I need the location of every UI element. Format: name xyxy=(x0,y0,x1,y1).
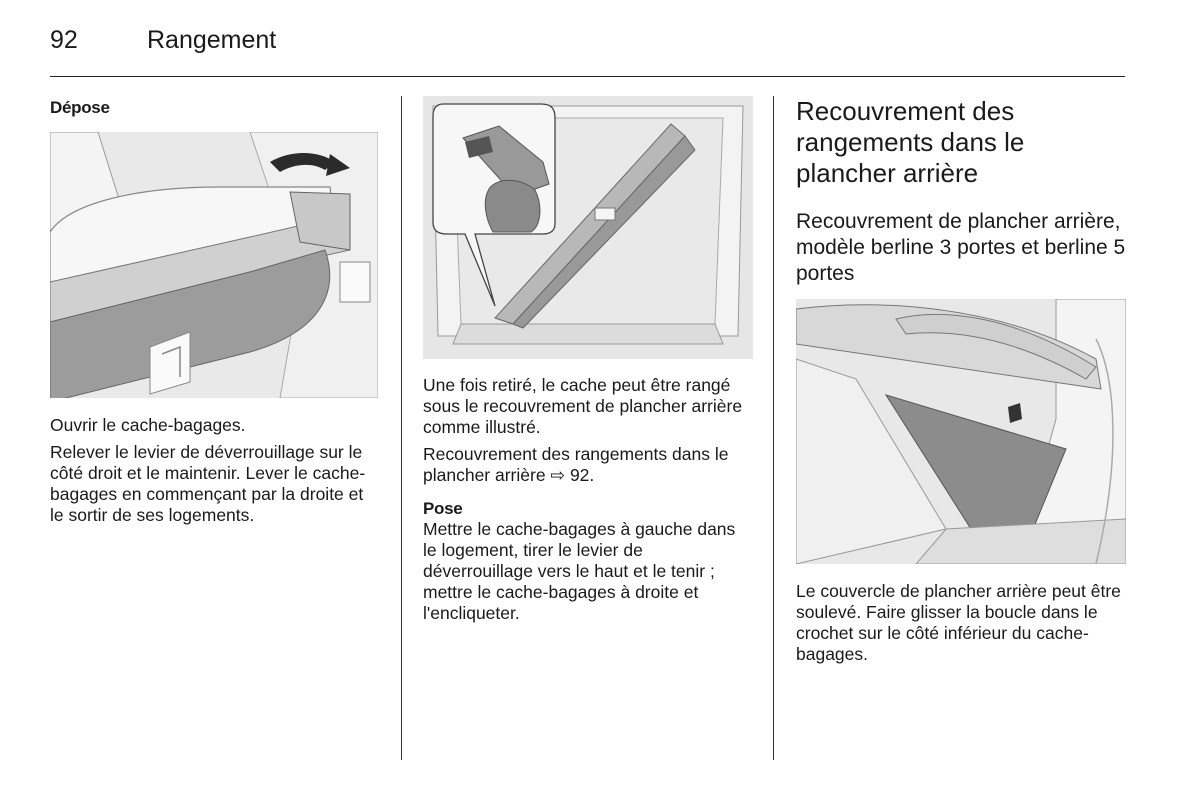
paragraph: Le couvercle de plancher arrière peut être soulevé. Faire glisser la boucle dans le crochet sur le côté inférieur du cache-bagages. xyxy=(796,581,1121,664)
figure-cargo-cover-stowed xyxy=(423,96,753,359)
column-1 xyxy=(50,96,378,526)
subheading-depose: Dépose xyxy=(50,98,110,117)
column-divider-1 xyxy=(401,96,402,760)
column-2 xyxy=(423,96,753,624)
heading: Recouvrement des rangements dans le plancher arrière xyxy=(796,96,1025,188)
subheading-recouvrement: Recouvrement de plancher arrière, modèle berline 3 portes et berline 5 portes xyxy=(796,210,1126,285)
column-divider-2 xyxy=(773,96,774,760)
subheading-pose: Pose xyxy=(423,499,463,518)
paragraph: Ouvrir le cache-bagages. xyxy=(50,415,246,435)
page-header xyxy=(50,26,1125,77)
paragraph: Une fois retiré, le cache peut être rangé sous le recouvrement de plancher arrière comme illustré. xyxy=(423,375,743,437)
paragraph: Recouvrement des rangements dans le plancher arrière ⇨ 92. xyxy=(423,444,729,485)
section-title: Rangement xyxy=(147,26,277,54)
paragraph: Relever le levier de déverrouillage sur le côté droit et le maintenir. Lever le cache-bagages en commençant par la droite et le sortir de ses logements. xyxy=(50,442,366,525)
paragraph: Mettre le cache-bagages à gauche dans le logement, tirer le levier de déverrouillage vers le haut et le tenir ; mettre le cache-bagages à droite et l'encliqueter. xyxy=(423,519,736,623)
figure-floor-cover-lifted xyxy=(796,299,1126,564)
figure-cargo-cover-removal xyxy=(50,132,378,398)
page-number: 92 xyxy=(50,26,78,54)
column-3 xyxy=(796,96,1126,665)
